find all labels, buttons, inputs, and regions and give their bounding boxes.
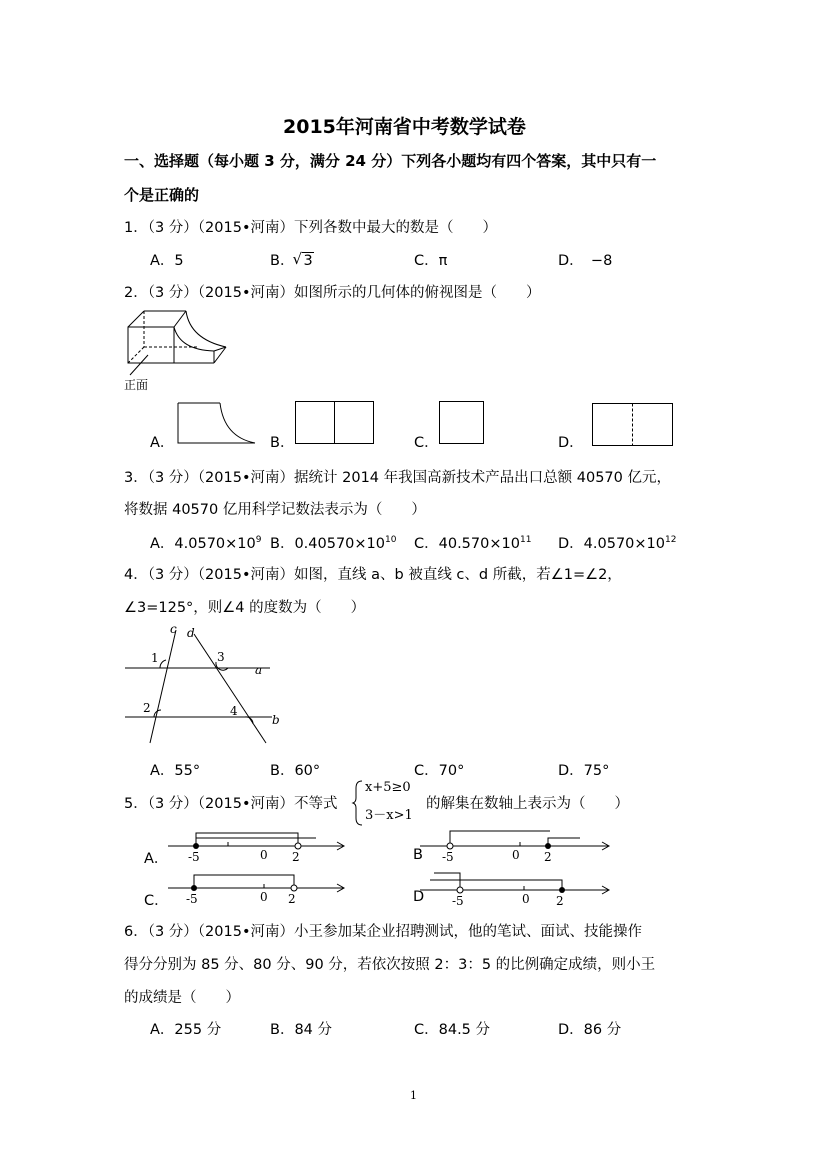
q6-stem-line3: 的成绩是（ ）: [124, 990, 240, 1006]
q1-option-a: A．5: [150, 253, 184, 269]
tick-minus-5: -5: [186, 892, 198, 906]
q5-option-b-label: B: [413, 847, 423, 863]
angle-1-label: 1: [151, 651, 159, 665]
q3-option-b: B．$0.40570\times 10^{10}$: [270, 535, 397, 552]
q5-option-b-numberline: [420, 828, 615, 864]
tick-minus-5: -5: [442, 850, 454, 864]
inequality-2: 3－x>1: [365, 808, 413, 823]
angle-4-label: 4: [230, 704, 238, 718]
q3-option-d: D．$4.0570\times 10^{12}$: [558, 535, 677, 552]
line-a-label: a: [255, 663, 263, 677]
q2-option-d-figure: [592, 403, 674, 447]
tick-0: 0: [512, 848, 520, 862]
q2-option-a-label: A．: [150, 435, 175, 451]
q2-option-c-figure: [439, 401, 485, 445]
sqrt-symbol: √ 3: [292, 250, 313, 269]
q6-option-b: B．84 分: [270, 1022, 333, 1038]
q4-lines-figure: [120, 620, 290, 748]
tick-2: 2: [544, 850, 552, 864]
q3-option-c: C．$40.570\times 10^{11}$: [414, 535, 532, 552]
q6-stem-line1: 6．（3 分）（2015•河南）小王参加某企业招聘测试，他的笔试、面试、技能操作: [124, 924, 643, 940]
tick-0: 0: [260, 848, 268, 862]
q1-stem: 1．（3 分）（2015•河南）下列各数中最大的数是（ ）: [124, 220, 498, 236]
q2-solid-figure: [118, 305, 238, 395]
q5-option-d-label: D: [413, 889, 425, 905]
q2-option-c-label: C．: [414, 435, 439, 451]
q5-option-c-label: C．: [144, 893, 169, 909]
q1-option-b: [270, 249, 314, 270]
line-c-label: c: [170, 622, 177, 636]
q5-option-a-label: A．: [144, 851, 169, 867]
q4-option-c: C．70°: [414, 763, 465, 779]
q1-option-b-radicand: 3: [303, 253, 313, 269]
line-d-label: d: [187, 626, 195, 640]
tick-0: 0: [522, 892, 530, 906]
q6-option-d: D．86 分: [558, 1022, 622, 1038]
q3-stem-line2: 将数据 40570 亿用科学记数法表示为（ ）: [124, 502, 426, 518]
q5-option-d-numberline: [420, 870, 615, 906]
tick-0: 0: [260, 890, 268, 904]
q4-option-b: B．60°: [270, 763, 321, 779]
section-header-line1: 一、选择题（每小题 3 分，满分 24 分）下列各小题均有四个答案，其中只有一: [124, 152, 657, 170]
q5-option-c-numberline: [168, 870, 353, 906]
angle-2-label: 2: [143, 701, 151, 715]
q1-option-c: C．π: [414, 253, 448, 269]
front-face-label: 正面: [124, 378, 149, 392]
page-title: 2015年河南省中考数学试卷: [283, 116, 526, 138]
tick-minus-5: -5: [188, 850, 200, 864]
inequality-1: x+5≥0: [365, 780, 411, 795]
q3-stem-line1: 3．（3 分）（2015•河南）据统计 2014 年我国高新技术产品出口总额 40570 亿元，: [124, 470, 671, 486]
tick-2: 2: [556, 894, 564, 908]
q4-stem-line1: 4．（3 分）（2015•河南）如图，直线 a、b 被直线 c、d 所截，若∠1=∠2，: [124, 567, 622, 583]
section-header-line2: 个是正确的: [124, 186, 200, 204]
line-b-label: b: [272, 713, 280, 727]
q4-option-d: D．75°: [558, 763, 610, 779]
tick-minus-5: -5: [452, 894, 464, 908]
q5-option-a-numberline: [168, 828, 353, 864]
page-number: 1: [410, 1089, 417, 1102]
tick-2: 2: [292, 850, 300, 864]
q4-stem-line2: ∠3=125°，则∠4 的度数为（ ）: [124, 600, 366, 616]
q2-option-b-label: B．: [270, 435, 295, 451]
q1-option-d: D． −8: [558, 253, 613, 269]
q3-option-a: A．$4.0570\times 10^9$: [150, 535, 262, 552]
tick-2: 2: [288, 892, 296, 906]
q6-stem-line2: 得分分别为 85 分、80 分、90 分，若依次按照 2：3：5 的比例确定成绩，则小王: [124, 957, 656, 973]
q6-option-c: C．84.5 分: [414, 1022, 491, 1038]
q2-stem: 2．（3 分）（2015•河南）如图所示的几何体的俯视图是（ ）: [124, 285, 541, 301]
q5-stem-suffix: 的解集在数轴上表示为（ ）: [426, 796, 629, 812]
q6-option-a: A．255 分: [150, 1022, 222, 1038]
angle-3-label: 3: [217, 650, 225, 664]
q2-option-d-label: D．: [558, 435, 584, 451]
q5-stem-prefix: 5．（3 分）（2015•河南）不等式: [124, 796, 338, 812]
q2-option-b-figure: [295, 401, 375, 445]
system-brace: [353, 780, 363, 826]
q1-option-b-prefix: B．: [270, 253, 295, 269]
q2-option-a-figure: [178, 403, 258, 445]
q4-option-a: A．55°: [150, 763, 201, 779]
